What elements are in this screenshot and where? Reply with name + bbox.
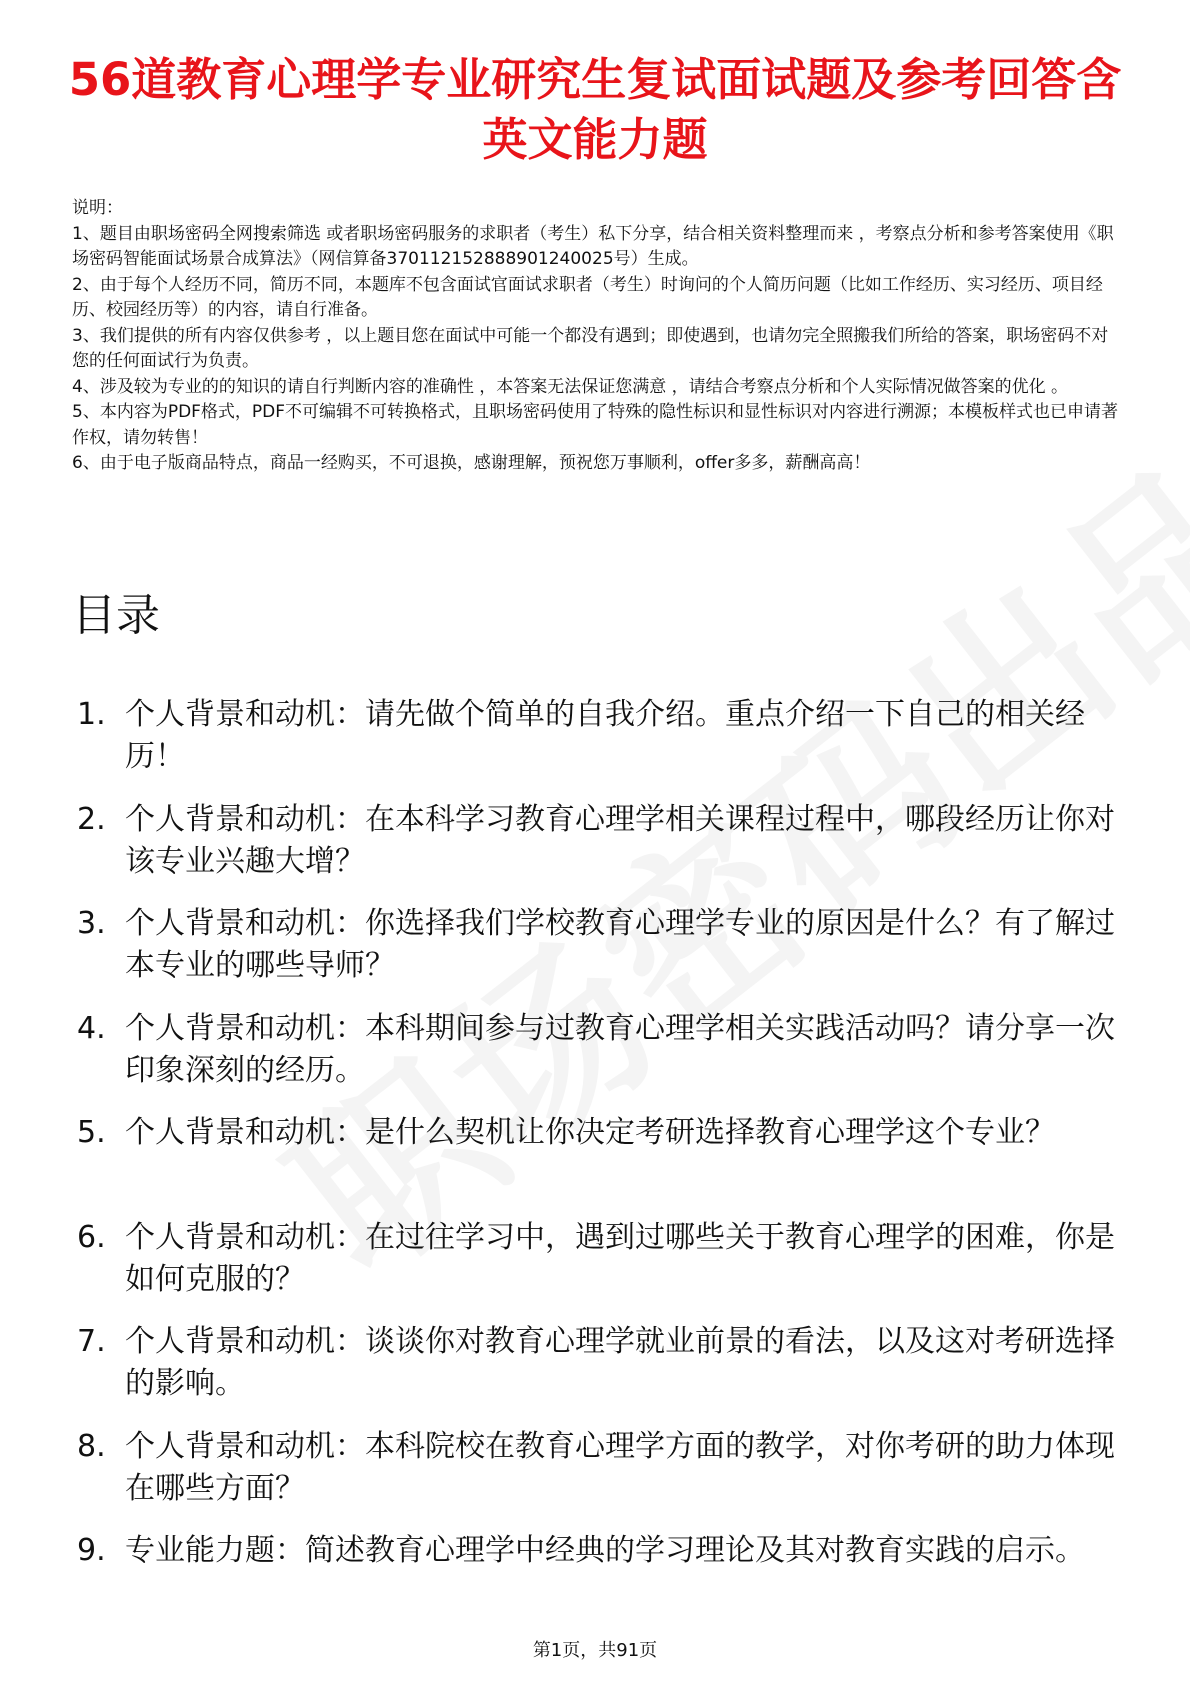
notes-heading: 说明： (72, 198, 123, 218)
toc-item-text: 个人背景和动机：是什么契机让你决定考研选择教育心理学这个专业？ (125, 1115, 1055, 1150)
toc-item[interactable] (72, 903, 1122, 987)
toc-item-number: 6. (77, 1219, 106, 1255)
toc-heading: 目录 (72, 590, 160, 641)
note-item: 1、题目由职场密码全网搜索筛选 或者职场密码服务的求职者（考生）私下分享，结合相关资料整理而来 ，考察点分析和参考答案使用《职场密码智能面试场景合成算法》（网信算备370112152888901240025号）生成。 (72, 223, 1114, 269)
toc-item-number: 2. (77, 801, 106, 837)
toc-item-number: 5. (77, 1115, 106, 1150)
toc-item-text: 个人背景和动机：谈谈你对教育心理学就业前景的看法，以及这对考研选择的影响。 (125, 1324, 1115, 1401)
toc-item[interactable] (72, 799, 1122, 883)
toc-item-text: 专业能力题：简述教育心理学中经典的学习理论及其对教育实践的启示。 (125, 1533, 1085, 1568)
toc-item-text: 个人背景和动机：你选择我们学校教育心理学专业的原因是什么？有了解过本专业的哪些导师？ (125, 906, 1115, 983)
toc-item-number: 4. (77, 1010, 106, 1046)
note-item: 3、我们提供的所有内容仅供参考 ，以上题目您在面试中可能一个都没有遇到；即使遇到，也请勿完全照搬我们所给的答案，职场密码不对您的任何面试行为负责。 (72, 325, 1109, 371)
toc-item-number: 9. (77, 1533, 106, 1568)
note-item: 5、本内容为PDF格式，PDF不可编辑不可转换格式，且职场密码使用了特殊的隐性标识和显性标识对内容进行溯源；本模板样式也已申请著作权，请勿转售！ (72, 402, 1119, 448)
page-title: 56道教育心理学专业研究生复试面试题及参考回答含英文能力题 (68, 53, 1122, 166)
notes-section (72, 196, 1122, 477)
toc-item[interactable] (72, 1217, 1122, 1301)
note-item: 4、涉及较为专业的的知识的请自行判断内容的准确性 ，本答案无法保证您满意 ，请结合考察点分析和个人实际情况做答案的优化 。 (72, 376, 1069, 397)
toc-item[interactable] (72, 1008, 1122, 1092)
note-item: 2、由于每个人经历不同，简历不同，本题库不包含面试官面试求职者（考生）时询问的个人简历问题（比如工作经历、实习经历、项目经历、校园经历等）的内容，请自行准备。 (72, 274, 1103, 320)
toc-item[interactable] (72, 1321, 1122, 1405)
toc-item-text: 个人背景和动机：请先做个简单的自我介绍。重点介绍一下自己的相关经历！ (125, 697, 1085, 774)
toc-item[interactable] (72, 1530, 1122, 1614)
toc-item-number: 3. (77, 906, 106, 941)
toc-item-text: 个人背景和动机：本科院校在教育心理学方面的教学，对你考研的助力体现在哪些方面？ (125, 1428, 1115, 1506)
toc-item[interactable] (72, 1426, 1122, 1510)
toc-item[interactable] (72, 694, 1122, 778)
toc-item-text: 个人背景和动机：在过往学习中，遇到过哪些关于教育心理学的困难，你是如何克服的？ (125, 1219, 1115, 1297)
toc-item-number: 8. (77, 1428, 106, 1464)
toc-item[interactable] (72, 1112, 1122, 1196)
toc-item-number: 1. (77, 697, 106, 732)
toc-item-number: 7. (77, 1324, 106, 1359)
toc-list (72, 694, 1122, 1635)
toc-item-text: 个人背景和动机：在本科学习教育心理学相关课程过程中，哪段经历让你对该专业兴趣大增？ (125, 801, 1115, 879)
note-item: 6、由于电子版商品特点，商品一经购买，不可退换，感谢理解，预祝您万事顺利，offer多多，薪酬高高！ (72, 453, 871, 473)
page-footer: 第1页，共91页 (532, 1640, 658, 1661)
toc-item-text: 个人背景和动机：本科期间参与过教育心理学相关实践活动吗？请分享一次印象深刻的经历。 (125, 1010, 1115, 1088)
